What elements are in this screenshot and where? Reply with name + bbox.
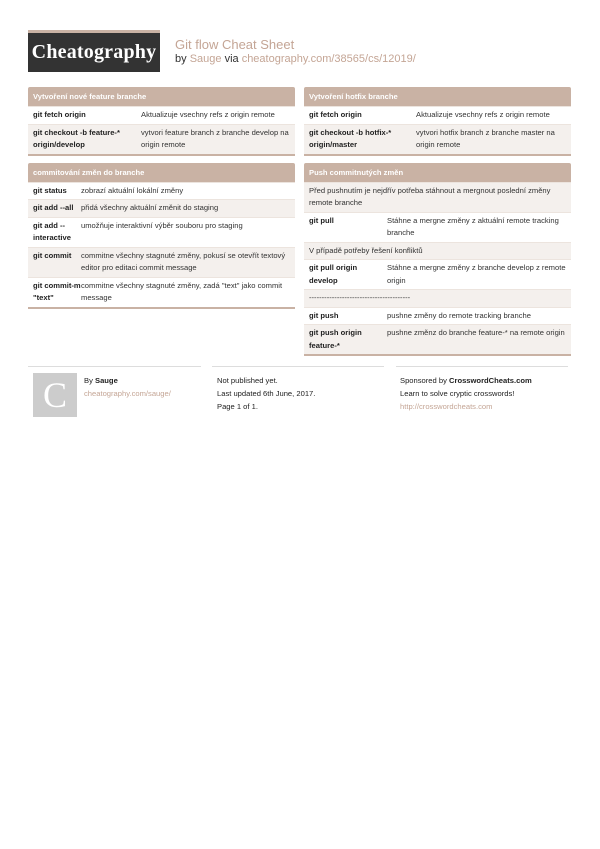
footer-author bbox=[84, 374, 171, 400]
command: git status bbox=[33, 185, 67, 195]
command: git commit bbox=[33, 250, 72, 260]
footer-sponsor bbox=[400, 374, 532, 413]
footer-divider bbox=[28, 366, 201, 367]
by-label: by bbox=[175, 53, 187, 65]
cheatography-logo[interactable]: Cheatography bbox=[28, 30, 160, 72]
description: Aktualizuje vsechny refs z origin remote bbox=[141, 110, 275, 119]
section-feature-branch bbox=[28, 87, 295, 156]
note-row bbox=[304, 182, 571, 212]
section-commit-changes bbox=[28, 163, 295, 309]
description: přidá všechny aktuální změnit do staging bbox=[81, 203, 219, 212]
description: Stáhne a mergne změny z aktuální remote tracking branche bbox=[387, 215, 559, 237]
note-text: Před pushnutím je nejdřív potřeba stáhnout a mergnout poslední změny remote branche bbox=[309, 185, 551, 207]
table-row bbox=[28, 217, 295, 247]
author-avatar[interactable]: C bbox=[33, 373, 77, 417]
by-label: By bbox=[84, 376, 93, 385]
table-row bbox=[304, 259, 571, 289]
table-row bbox=[28, 182, 295, 200]
command: git fetch origin bbox=[33, 110, 86, 119]
table-row bbox=[304, 324, 571, 354]
table-row bbox=[28, 124, 295, 154]
command: git commit-m "text" bbox=[33, 280, 81, 302]
table-row bbox=[28, 277, 295, 307]
table-row bbox=[304, 124, 571, 154]
description: umožňuje interaktivní výběr souboru pro staging bbox=[81, 220, 243, 230]
sponsored-by-label: Sponsored by bbox=[400, 376, 447, 385]
note-row bbox=[304, 242, 571, 260]
table-row bbox=[28, 247, 295, 277]
left-column bbox=[28, 87, 295, 316]
page-number: Page 1 of 1. bbox=[217, 402, 258, 411]
section-title: commitování změn do branche bbox=[28, 163, 295, 182]
table-row bbox=[304, 106, 571, 124]
command: git push origin feature-* bbox=[309, 328, 362, 350]
command: git add --all bbox=[33, 203, 74, 212]
table-row bbox=[304, 307, 571, 325]
page-title: Git flow Cheat Sheet bbox=[175, 37, 295, 52]
footer-author-name[interactable]: Sauge bbox=[95, 376, 118, 385]
table-row bbox=[28, 106, 295, 124]
section-title: Vytvoření nové feature branche bbox=[28, 87, 295, 106]
command: git checkout -b feature-* origin/develop bbox=[33, 127, 120, 149]
footer-author-link[interactable]: cheatography.com/sauge/ bbox=[84, 389, 171, 398]
author-link[interactable]: Sauge bbox=[189, 53, 222, 65]
command: git pull bbox=[309, 215, 334, 225]
description: commitne všechny stagnuté změny, pokusí se otevřít textový editor pro editaci commit message bbox=[81, 250, 286, 272]
footer-divider bbox=[396, 366, 568, 367]
description: pushne změny do remote tracking branche bbox=[387, 310, 531, 320]
section-push-changes bbox=[304, 163, 571, 357]
via-label: via bbox=[224, 53, 239, 65]
sheet-url-link[interactable]: cheatography.com/38565/cs/12019/ bbox=[241, 53, 416, 65]
byline bbox=[175, 53, 416, 65]
description: Aktualizuje vsechny refs z origin remote bbox=[416, 110, 550, 119]
sponsor-link[interactable]: http://crosswordcheats.com bbox=[400, 402, 493, 411]
command: git fetch origin bbox=[309, 110, 362, 119]
description: Stáhne a mergne změny z branche develop z remote origin bbox=[387, 263, 566, 285]
table-row bbox=[304, 212, 571, 242]
command: git push bbox=[309, 310, 339, 320]
description: vytvori feature branch z branche develop na origin remote bbox=[141, 127, 289, 149]
section-title: Vytvoření hotfix branche bbox=[304, 87, 571, 106]
description: zobrazí aktuální lokální změny bbox=[81, 185, 184, 195]
footer-status bbox=[217, 374, 315, 413]
description: pushne změnz do branche feature-* na remote origin bbox=[387, 328, 565, 337]
sponsor-tagline: Learn to solve cryptic crosswords! bbox=[400, 389, 515, 398]
description: commitne všechny stagnuté změny, zadá "text" jako commit message bbox=[81, 280, 283, 302]
right-column bbox=[304, 87, 571, 363]
command: git checkout -b hotfix-* origin/master bbox=[309, 127, 392, 149]
separator-text: ---------------------------------------- bbox=[309, 293, 411, 302]
command: git pull origin develop bbox=[309, 263, 358, 285]
sponsor-name[interactable]: CrosswordCheats.com bbox=[449, 376, 532, 385]
section-hotfix-branch bbox=[304, 87, 571, 156]
table-row bbox=[28, 199, 295, 217]
note-text: V případě potřeby řešení konfliktů bbox=[309, 245, 423, 255]
description: vytvori hotfix branch z branche master na origin remote bbox=[416, 127, 555, 149]
footer-divider bbox=[212, 366, 384, 367]
section-title: Push commitnutých změn bbox=[304, 163, 571, 182]
last-updated: Last updated 6th June, 2017. bbox=[217, 389, 316, 398]
publish-status: Not published yet. bbox=[217, 376, 278, 385]
command: git add --interactive bbox=[33, 220, 71, 242]
separator-row bbox=[304, 289, 571, 307]
